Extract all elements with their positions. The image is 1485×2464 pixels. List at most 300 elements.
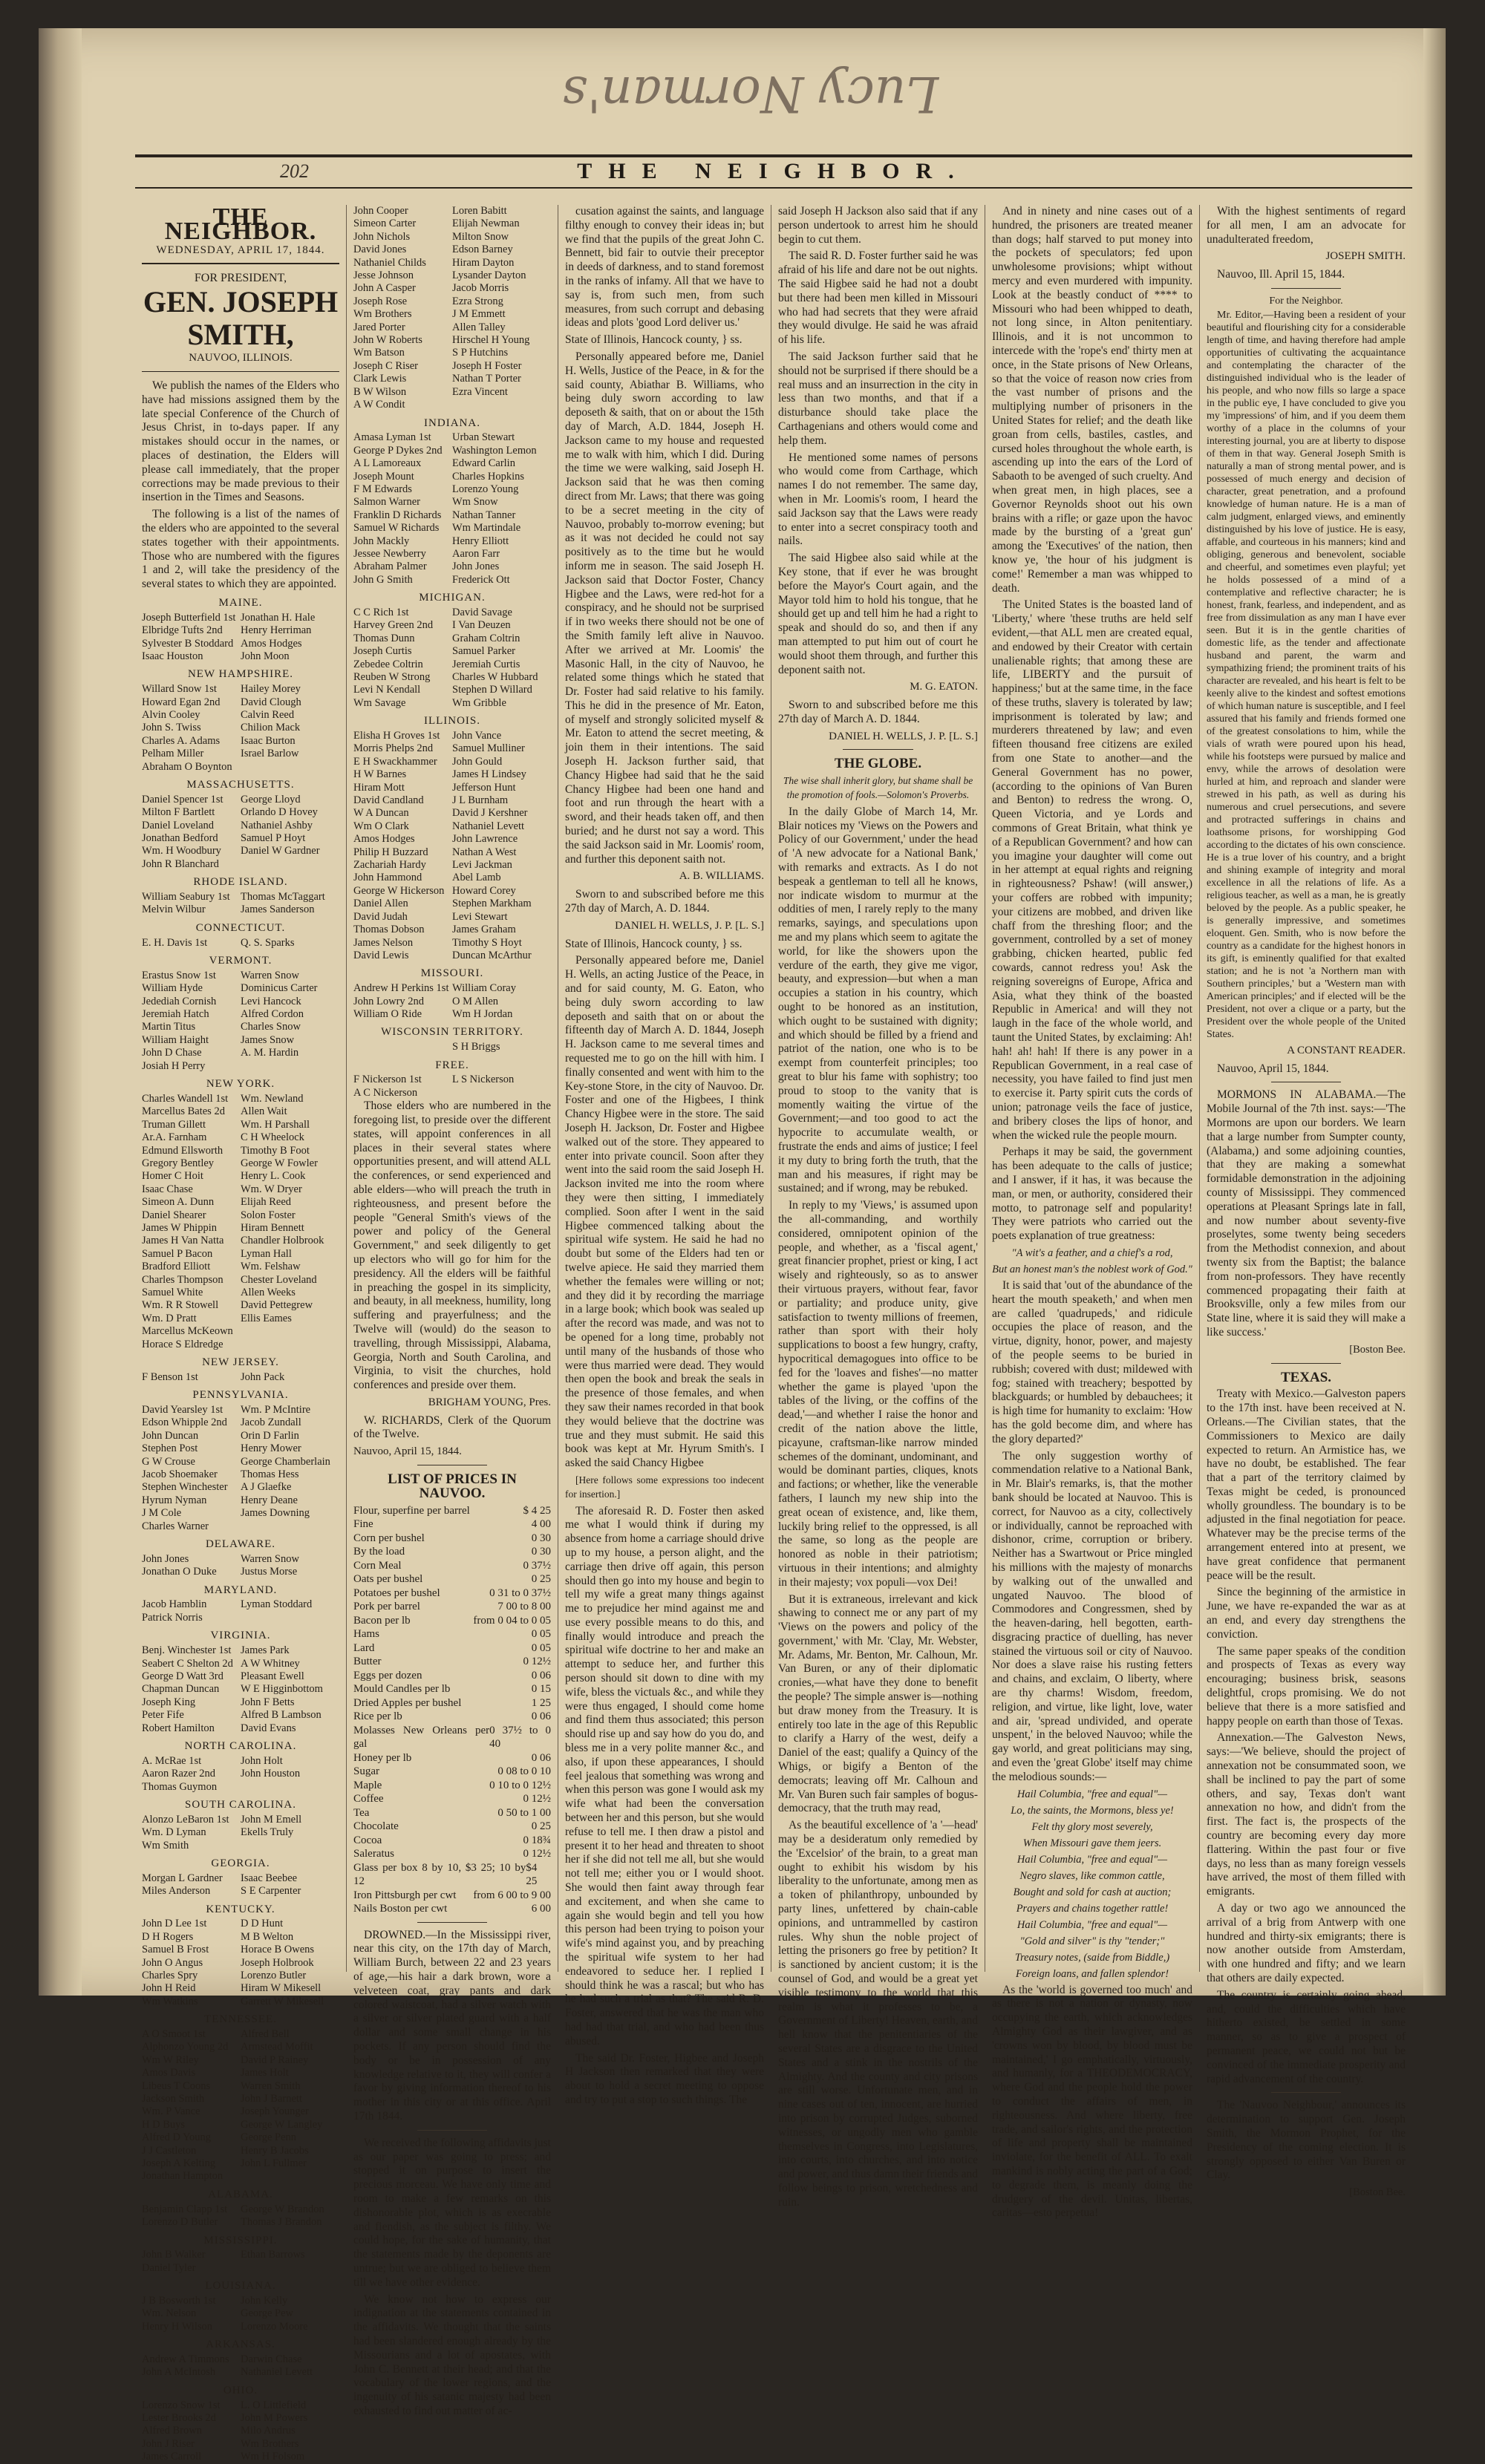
globe-article: It is said that 'out of the abundance of the heart the mouth speaketh,' and when men are called 'quadrupeds,' and ridicule occupies the place of reason, and the virtue, dignity, honor, power, and majesty of the people seems to be buried in rubbish; covered with dust; mildewed with fog; stained with treachery; bespotted by blackguards; or humbled by debauchees; it is high time for humanity to exclaim: 'How has the gold become dim, and where has the glory departed?' <box>992 1278 1192 1445</box>
page-number: 202 <box>280 160 309 182</box>
elder-name: Levi Jackman <box>452 859 512 872</box>
elder-name: Morgan L Gardner <box>142 1872 223 1884</box>
elder-name: Wm Gribble <box>452 696 506 709</box>
elder-name: Aaron Farr <box>452 547 500 560</box>
elder-name: Reuben W Strong <box>353 671 431 683</box>
elder-name: David P Rainey <box>241 2053 309 2066</box>
elder-name: A W Whitney <box>241 1657 300 1670</box>
elder-name-row <box>142 2366 339 2379</box>
sworn-line: Sworn to and subscribed before me this 27th day of March, A. D. 1844. <box>565 888 764 915</box>
elder-name-row <box>142 1274 339 1287</box>
elder-name-row <box>142 2119 339 2131</box>
elder-name: Lysander Dayton <box>452 269 526 282</box>
price-item: Honey per lb <box>353 1751 412 1764</box>
elder-name-row <box>353 607 551 619</box>
elder-name: Erastus Snow 1st <box>142 969 216 981</box>
elder-name-row <box>142 1826 339 1839</box>
header-rule-bottom <box>135 187 1412 189</box>
elder-name: Wm. D Lyman <box>142 1826 206 1839</box>
state-heading: VIRGINIA. <box>210 1630 271 1642</box>
elder-name: Joseph A Kelting <box>142 2157 216 2170</box>
elders-intro-2: The following is a list of the names of the elders who are appointed to the several states together with their appointments. Those who are numbered with the figures 1 and 2, will take the presidency of the several states to which they are appointed. <box>142 508 339 591</box>
elder-name: Milo Andrus <box>241 2425 296 2437</box>
elder-name: John J Riser <box>142 2437 195 2450</box>
elder-name: Samuel White <box>142 1286 203 1298</box>
elder-name: John Houston <box>241 1768 301 1780</box>
elder-name-row <box>353 522 551 535</box>
elder-name-row <box>353 619 551 632</box>
price-value: 0 15 <box>531 1683 551 1696</box>
elder-name-row <box>142 1021 339 1033</box>
elder-name-row <box>353 334 551 347</box>
elder-name-row <box>142 1325 339 1338</box>
poem-line: Hail Columbia, "free and equal"— <box>1016 1918 1168 1931</box>
elder-list <box>142 891 339 917</box>
texas-article: Annexation.—The Galveston News, says:—'We believe, should the project of annexation not be consummated soon, we shall be inclined to pay the part of some others, and say, Texas don't want annexation no how, and didn't from the first. The fact is, the prospects of the country are becoming every day more flattering. Within the past four or five days, no less than as many foreign vessels have arrived, the most of them filled with emigrants. <box>1207 1731 1406 1898</box>
dateline: Nauvoo, April 15, 1844. <box>1217 1062 1329 1075</box>
price-item: Corn per bushel <box>353 1532 425 1544</box>
elder-name: David Yearsley 1st <box>142 1404 223 1416</box>
elder-name: John D Chase <box>142 1047 202 1059</box>
candidate-name: GEN. JOSEPH SMITH, <box>143 285 339 352</box>
elder-name-row <box>353 911 551 924</box>
elder-name: Seabert C Shelton 2d <box>142 1657 233 1670</box>
price-value: 0 30 <box>531 1546 551 1558</box>
article-text: He mentioned some names of persons who would come from Carthage, which names I do not remember. The same day, when in Mr. Loomis's room, I heard the said Jackson say that the Laws were ready to enter into a secret conspiracy tooth and nails. <box>778 451 978 548</box>
state-heading: OHIO. <box>223 2384 258 2396</box>
elder-name: Harvey Green 2nd <box>353 619 434 632</box>
state-heading: RHODE ISLAND. <box>193 876 288 889</box>
elder-name: Wm H Folsom <box>241 2451 305 2463</box>
poem-line: Negro slaves, like common cattle, <box>1019 1869 1165 1882</box>
elder-list <box>142 970 339 1073</box>
column-1 <box>135 203 347 2463</box>
elder-name-row <box>353 483 551 496</box>
price-value: 0 37½ to 0 40 <box>489 1724 551 1751</box>
elder-list <box>353 730 551 962</box>
state-heading: SOUTH CAROLINA. <box>185 1798 296 1811</box>
elder-name: Isaac Chase <box>142 1183 193 1195</box>
elder-name: Libeus T Coons <box>142 2079 211 2092</box>
state-heading: MISSOURI. <box>420 967 484 980</box>
elder-name: Alfred B Lambson <box>241 1709 322 1722</box>
elder-name: George P Dykes 2nd <box>353 444 443 457</box>
price-item: Corn Meal <box>353 1559 402 1572</box>
elder-name: Jackson Smith <box>142 2093 205 2105</box>
elder-name-row <box>142 1287 339 1299</box>
elder-name-row <box>142 683 339 696</box>
price-row <box>353 1655 551 1669</box>
elder-name <box>241 858 339 871</box>
elder-name: Timothy S Hoyt <box>452 936 522 949</box>
poem-line: Hail Columbia, "free and equal"— <box>1016 1853 1168 1866</box>
elder-name-row <box>142 1481 339 1494</box>
elder-name: Wm. P McIntire <box>241 1404 311 1416</box>
elder-name-row <box>142 794 339 806</box>
price-row <box>353 1902 551 1916</box>
elder-name: A J Glaefke <box>241 1481 292 1494</box>
elder-name: Wm W Riley <box>142 2053 199 2066</box>
article-text: The said R. D. Foster further said he was afraid of his life and dare not be out nights. The said Higbee said he had not a doubt but there had been men killed in Missouri who had had secrets that they were afraid they would divulge. He said he was afraid of his life. <box>778 249 978 347</box>
elder-name: Simeon A. Dunn <box>142 1196 215 1209</box>
notice-signature: BRIGHAM YOUNG, Pres. <box>428 1396 551 1408</box>
elder-name: Solon Foster <box>241 1209 296 1221</box>
elder-name: Samuel W Richards <box>353 522 440 535</box>
elder-name: J B Bosworth 1st <box>142 2294 216 2307</box>
state-heading: KENTUCKY. <box>206 1903 275 1915</box>
elder-list <box>353 1041 551 1053</box>
price-row <box>353 1696 551 1710</box>
elder-name-row <box>142 1196 339 1209</box>
elder-name-row <box>142 1957 339 1970</box>
divider <box>417 1922 486 1923</box>
elder-name: Levi Stewart <box>452 910 508 923</box>
elder-name: Thomas Dunn <box>353 632 415 644</box>
elder-name: Jedediah Cornish <box>142 995 217 1007</box>
elder-name: Joseph King <box>142 1696 196 1708</box>
elder-name-row <box>142 1430 339 1442</box>
elder-list <box>142 1814 339 1852</box>
elder-name-row <box>142 1105 339 1118</box>
elder-name: Patrick Norris <box>142 1611 203 1624</box>
elder-name: A W Condit <box>353 399 405 411</box>
elder-name: Alfred Brown <box>142 2425 202 2437</box>
reader-letter: Mr. Editor,—Having been a resident of your beautiful and flourishing city for a considerable length of time, and having therefore had ample opportunities of cultivating the acquaintance and contemplating the character of the distinguished individual who is the leader of his people, and who now fills so large a space in the public eye, I have concluded to give you my 'impressions' of him, and if you deem them worthy of a place in the columns of your interesting journal, you are at liberty to dispose of them in that way. General Joseph Smith is naturally a man of strong mental power, and is possessed of much energy and decision of character, great penetration, and a profound knowledge of human nature. He is a man of calm judgment, enlarged views, and eminently distinguished by his love of justice. He is easy, affable, and courteous in his manners; kind and obliging, generous and benevolent, sociable and cheerful, and sometimes even playful; yet he holds possessed of a mind of a contemplative and reflective character; he is honest, frank, fearless, and independent, and as free from dissimulation as any man I have ever seen. But it is in the gentle charities of domestic life, as the tender and affectionate husband and parent, the warm and sympathizing friend; the prominent traits of his character are revealed, and his heart is felt to be keenly alive to the kindest and softest emotions of which human nature is susceptible, and I feel assured that his family and friends formed one of the greatest consolations to him, while the vials of wrath were poured upon his head, while his footsteps were pursued by malice and envy, while the arrows of desolation were hurled at him, and reproach and slander were strewed in his path, as well as during his numerous and cruel persecutions, and severe and protracted sufferings in chains and loathsome prisons, for worshipping God according to the dictates of his own conscience. He is a true lover of his country, and a bright and shining example of integrity and moral excellence in all the relations of life. As a religious teacher, as well as a man, he is greatly beloved by the people. As a public speaker, he is generally impressive, and sometimes eloquent. Gen. Smith, who is now before the country as a candidate for the highest honors in its gift, is eminently qualified for that exalted station; and he is not 'a Northern man with Southern principles,' but a 'Western man with American principles;' and if elected will be the President, not over a clique or a party, but the President over the whole people of the United States. <box>1207 309 1406 1040</box>
elder-name: Elijah Newman <box>452 218 520 230</box>
poem-line: Foreign loans, and fallen splendor! <box>1015 1967 1169 1980</box>
price-row <box>353 1834 551 1848</box>
elder-name-row <box>142 638 339 650</box>
elder-name-row <box>353 872 551 884</box>
elder-name-row <box>142 1404 339 1416</box>
price-row <box>353 1889 551 1903</box>
elder-name-row <box>142 1060 339 1073</box>
elder-name-row <box>353 768 551 781</box>
elder-name-row <box>353 574 551 586</box>
price-value: 0 10 to 0 12½ <box>489 1779 551 1791</box>
elder-name: Jonathan H. Hale <box>241 611 316 624</box>
elder-name-row <box>142 1658 339 1670</box>
elder-name: W E Higginbottom <box>241 1683 323 1696</box>
elder-list <box>142 2353 339 2379</box>
elder-name: Charles Snow <box>241 1021 301 1033</box>
elder-name-row <box>353 347 551 359</box>
elder-name: Truman Gillett <box>142 1118 206 1131</box>
elder-name-row <box>142 624 339 637</box>
elder-name: Alfred D Young <box>142 2131 212 2144</box>
elder-name-row <box>353 269 551 282</box>
elder-name: Orin D Farlin <box>241 1429 299 1442</box>
notice-date: Nauvoo, April 15, 1844. <box>353 1445 462 1458</box>
elder-name: Charles Wandell 1st <box>142 1092 229 1105</box>
elder-name-row <box>353 659 551 671</box>
elder-name: John Duncan <box>142 1429 199 1442</box>
elder-name: Jeremiah Hatch <box>142 1008 209 1021</box>
elder-list <box>142 937 339 950</box>
elder-name: A. McRae 1st <box>142 1754 202 1767</box>
elder-name: Lorenzo Butler <box>241 1970 307 1981</box>
texas-article: Treaty with Mexico.—Galveston papers to the 17th inst. have been received at N. Orleans.—The Civilian states, that the Commissioners to Mexico are daily expected to return. An Armistice has, we have no doubt, be established. The fear that a part of the territory claimed by Texas might be ceded, is pronounced wholly groundless. The boundary is to be adjusted in the final negotiation for peace. Whatever may be the precise terms of the arrangement entered into at present, we have great confidence that permanent peace will be the result. <box>1207 1388 1406 1582</box>
elder-name-row <box>142 1313 339 1325</box>
elder-name: George Chamberlain <box>241 1455 330 1468</box>
elder-name: George W Fowler <box>241 1157 318 1169</box>
elder-name: David Jones <box>353 244 407 256</box>
elder-name: Wm. Nelson <box>142 2307 197 2320</box>
elder-name-row <box>142 1670 339 1683</box>
elder-name: James Park <box>241 1644 290 1657</box>
elder-name-row <box>353 697 551 710</box>
elder-name: Jacob Morris <box>452 282 509 295</box>
elder-name: B W Wilson <box>353 385 407 398</box>
elder-name: James Holt <box>241 2067 289 2079</box>
elder-name-row <box>142 2216 339 2229</box>
divider <box>1271 2092 1341 2093</box>
elder-name-row <box>353 360 551 373</box>
elder-name: H D Buys <box>142 2118 186 2131</box>
price-value: from 6 00 to 9 00 <box>473 1889 551 1901</box>
elder-name: John L Fullmer <box>241 2157 307 2170</box>
elder-name: Hirschel H Young <box>452 334 530 347</box>
elder-name-row <box>142 2307 339 2320</box>
elder-name: Wm. H Parshall <box>241 1118 310 1131</box>
state-heading: FREE. <box>435 1059 469 1071</box>
elder-name: James W Phippin <box>142 1221 217 1234</box>
source-credit: [Boston Bee. <box>1349 2186 1406 2199</box>
price-item: Rice per lb <box>353 1710 402 1723</box>
letter-signature: A CONSTANT READER. <box>1287 1044 1406 1056</box>
elder-name: Daniel Spencer 1st <box>142 793 223 805</box>
elder-name-row <box>142 2438 339 2451</box>
elder-name: Amasa Lyman 1st <box>353 431 431 444</box>
elder-name: Thomas J Brandon <box>241 2216 322 2229</box>
elder-name: Wm Watkins <box>142 1995 198 2007</box>
elder-name: Joseph C Riser <box>353 359 418 372</box>
page-edge <box>1423 28 1446 1996</box>
elder-name: James H Van Natta <box>142 1235 224 1247</box>
elder-name: Andrew H Perkins 1st <box>353 982 449 995</box>
state-heading: MARYLAND. <box>203 1584 278 1596</box>
elder-name: Lester Brooks 2d <box>142 2411 216 2424</box>
elder-name-row <box>142 2262 339 2275</box>
elder-name: Nathaniel Ashby <box>241 819 313 831</box>
price-item: Tea <box>353 1806 370 1819</box>
elder-name <box>241 1612 339 1624</box>
affiant-signature: M. G. EATON. <box>910 681 978 693</box>
elder-name: Lorenzo Young <box>452 483 519 495</box>
elder-name-row <box>353 756 551 768</box>
elder-name: Isaac Burton <box>241 734 296 747</box>
elder-list <box>353 607 551 710</box>
elder-name: Wm Brothers <box>353 308 412 321</box>
candidate-place: NAUVOO, ILLINOIS. <box>142 351 339 372</box>
elder-name: John A McIntosh <box>142 2366 216 2379</box>
elder-name-row <box>142 806 339 819</box>
header-rule <box>135 154 1412 157</box>
elder-name-row <box>353 496 551 509</box>
state-lists <box>142 596 339 2464</box>
elder-name: Wm Brothers <box>241 2437 299 2450</box>
elder-name: Miles Anderson <box>142 1885 211 1898</box>
divider <box>417 2130 486 2131</box>
elder-name: James H Lindsey <box>452 768 526 781</box>
elder-name: James Snow <box>241 1033 295 1046</box>
state-heading: ARKANSAS. <box>206 2339 275 2351</box>
price-value: 0 30 <box>531 1532 551 1544</box>
price-row <box>353 1847 551 1861</box>
source-credit: [Boston Bee. <box>1349 1343 1406 1356</box>
elder-name-row <box>142 1235 339 1247</box>
elder-name: Salmon Warner <box>353 496 420 509</box>
elder-name: Ezra Strong <box>452 295 503 307</box>
masthead: THE NEIGHBOR. <box>577 159 970 183</box>
elder-name-row <box>142 1261 339 1273</box>
elder-name-row <box>142 650 339 663</box>
elder-name: Ezra Vincent <box>452 385 508 398</box>
elder-name-row <box>142 1944 339 1956</box>
elder-name: Alphonzo Young 2d <box>142 2041 229 2053</box>
price-row <box>353 1669 551 1683</box>
price-item: Dried Apples per bushel <box>353 1696 462 1709</box>
elder-name: Marcellus Bates 2d <box>142 1105 225 1118</box>
price-row <box>353 1820 551 1834</box>
elder-name: Ethan Barrows <box>241 2249 305 2261</box>
elder-name: Ellis Eames <box>241 1312 292 1324</box>
elder-name: William Haight <box>142 1033 209 1046</box>
elder-name: I Van Deuzen <box>452 619 511 632</box>
elder-name: Edson Barney <box>452 244 513 256</box>
elder-name-row <box>142 2321 339 2333</box>
elder-name: F Benson 1st <box>142 1370 198 1383</box>
elder-name: Hiram Mott <box>353 781 405 794</box>
elder-name: Edward Carlin <box>452 457 515 470</box>
elder-name: John Moon <box>241 650 290 662</box>
elder-name: Hiram Bennett <box>241 1221 304 1234</box>
elder-name-row <box>142 1755 339 1768</box>
elder-name: Isaac Houston <box>142 650 203 662</box>
elder-name-row <box>142 1612 339 1624</box>
elder-name-row <box>353 937 551 950</box>
elder-name: Jesse Johnson <box>353 269 414 282</box>
elder-list <box>353 1073 551 1099</box>
elder-name-row <box>142 2080 339 2093</box>
price-value: from 0 04 to 0 05 <box>473 1614 551 1627</box>
poem-line: But an honest man's the noblest work of God." <box>992 1263 1192 1275</box>
elder-name-row <box>353 282 551 295</box>
price-item: Pork per barrel <box>353 1601 420 1613</box>
price-value: 0 18¾ <box>523 1834 551 1846</box>
elder-name-row <box>142 1722 339 1735</box>
elder-name: Aaron Razer 2nd <box>142 1768 216 1780</box>
elder-name: Nathaniel Levett <box>452 820 525 832</box>
elder-name: Lorenzo Snow 1st <box>142 2399 221 2411</box>
affidavits-editorial: We received the following affidavits just as our paper was going to press; and stopped it on purpose to insert the precious morceau. We have only time and room to make a few remarks on this dishonorable plot, which is as execrable and fiendish, as the subject is filthy. We could hope, for the sake of humanity, that the statements made by the deponents are untrue; but we are obliged to believe them till we have other evidence. <box>353 2136 551 2289</box>
elder-name: Stephen Markham <box>452 898 532 910</box>
elder-name: Warren Snow <box>241 1552 299 1565</box>
price-value: 7 00 to 8 00 <box>497 1601 551 1613</box>
column-3 <box>558 205 771 2106</box>
elder-name: Alfred Bell <box>241 2028 290 2041</box>
elder-list <box>142 2249 339 2275</box>
poem-line: "A wit's a feather, and a chief's a rod, <box>1011 1246 1173 1259</box>
elder-name: Henry Elliott <box>452 535 509 547</box>
elder-name: Daniel Allen <box>353 898 408 910</box>
article-text: The said Jackson further said that he should not be surprised if there should be a real muss and an insurrection in the city in less than two months, and that if a disturbance should take place the Carthagenians and others would come and help them. <box>778 350 978 447</box>
elder-name: Horace S Eldredge <box>142 1338 223 1350</box>
elder-name: Jefferson Hunt <box>452 781 516 794</box>
price-row <box>353 1765 551 1779</box>
elder-name: Chapman Duncan <box>142 1683 220 1696</box>
elder-name-row <box>353 386 551 399</box>
elder-name: Armstead Moffit <box>241 2041 313 2053</box>
elder-name: Alvin Cooley <box>142 708 200 721</box>
elder-name: D H Rogers <box>142 1930 194 1943</box>
price-list <box>353 1504 551 1916</box>
elder-name-row <box>353 950 551 962</box>
elder-name: John G Smith <box>353 573 413 586</box>
elder-name: Samuel Parker <box>452 645 515 658</box>
elder-name-row <box>353 1073 551 1086</box>
elder-name: Abel Lamb <box>452 872 501 884</box>
elder-name: S P Hutchins <box>452 347 509 359</box>
elder-list <box>142 1872 339 1898</box>
price-item: Cocoa <box>353 1834 382 1846</box>
poem-line: Lo, the saints, the Mormons, bless ye! <box>1011 1804 1174 1817</box>
divider <box>1271 1363 1341 1364</box>
elder-name: G W Crouse <box>142 1455 195 1468</box>
elder-name: Charles Warner <box>142 1520 209 1532</box>
elder-name: Jared Porter <box>353 321 405 333</box>
globe-article: The only suggestion worthy of commendation relative to a National Bank, in Mr. Blair's remarks, is, that the mother bank should be located at Nauvoo. This is correct, for Nauvoo as a city, collectively or individually, cannot be reproached with dishonor, crime, corruption or bribery. Neither has a Swartwout or Price mingled his millions with the majesty of monarchs by walking out of the unwalled and ungated Nauvoo. The blood of Commodores and Congressmen, shed by the heaven-daring, hell begotten, earth-disgracing practice of duelling, has never stained the virtuous soil or city of Nauvoo. Nor does a slave raise his rusting fetters and chains, and exclaim, O liberty, where are thy charms! Wisdom, freedom, religion, and virtue, like light, love, water and air, 'spread undivided, and operate unspent,' in the beloved Nauvoo; while the gay world, and great politicians may sing, and even the 'great Globe' itself may chime the melodious sounds:— <box>992 1449 1192 1783</box>
prices-title: LIST OF PRICES IN NAUVOO. <box>388 1471 517 1501</box>
elder-name: George W Langley <box>241 2118 323 2131</box>
price-value: 0 50 to 1 00 <box>497 1806 551 1819</box>
elder-name: Hiram Dayton <box>452 256 515 269</box>
elder-name: Henry H Wilson <box>142 2320 213 2333</box>
elder-name-row <box>353 205 551 218</box>
eaton-affidavit-cont-2: The said Dr. Foster, Higbee and Joseph H Jackson then remarked that they were about to hold a secret meeting to oppose and try to put a stop to such things. The <box>565 2051 764 2106</box>
nauvoo-neighbour-note: The 'Nauvoo Neighbour,' announces its determination to support Gen. Joseph Smith, the Mormon Prophet, for the Presidency of the coming election. It is strongly opposed to either Van Buren or Clay. <box>1207 2099 1406 2182</box>
elder-name-row <box>142 1982 339 1995</box>
elder-name: Jacob Zundall <box>241 1416 301 1429</box>
state-heading: DELAWARE. <box>205 1538 276 1551</box>
elder-name: Pelham Miller <box>142 748 204 760</box>
elder-name: Gregory Bentley <box>142 1157 215 1169</box>
elder-name: Zebedee Coltrin <box>353 658 423 670</box>
state-heading: PENNSYLVANIA. <box>192 1389 289 1402</box>
elder-name: Lyman Hall <box>241 1247 292 1260</box>
elder-name-row <box>353 859 551 872</box>
elder-list <box>142 1371 339 1384</box>
elder-name: John Lowry 2nd <box>353 995 425 1007</box>
elder-name: James Downing <box>241 1507 310 1520</box>
column-4 <box>771 205 985 2209</box>
elder-name: Nathan A West <box>452 846 517 858</box>
elder-name-row <box>142 2067 339 2079</box>
elder-name: David Pettegrew <box>241 1299 313 1312</box>
price-row <box>353 1641 551 1656</box>
price-row <box>353 1504 551 1518</box>
elder-name-row <box>142 1008 339 1021</box>
poem-line: Treasury notes, (saide from Biddle,) <box>1014 1951 1170 1964</box>
elder-name: Bradford Elliott <box>142 1261 211 1273</box>
price-item: Sugar <box>353 1765 379 1778</box>
price-item: Lard <box>353 1641 375 1654</box>
elder-name: Charles Hopkins <box>452 470 525 483</box>
elder-name: Henry B Jacobs <box>241 2144 309 2157</box>
price-row <box>353 1600 551 1614</box>
elder-name-row <box>142 2203 339 2216</box>
ohio-continued-list <box>353 205 551 412</box>
